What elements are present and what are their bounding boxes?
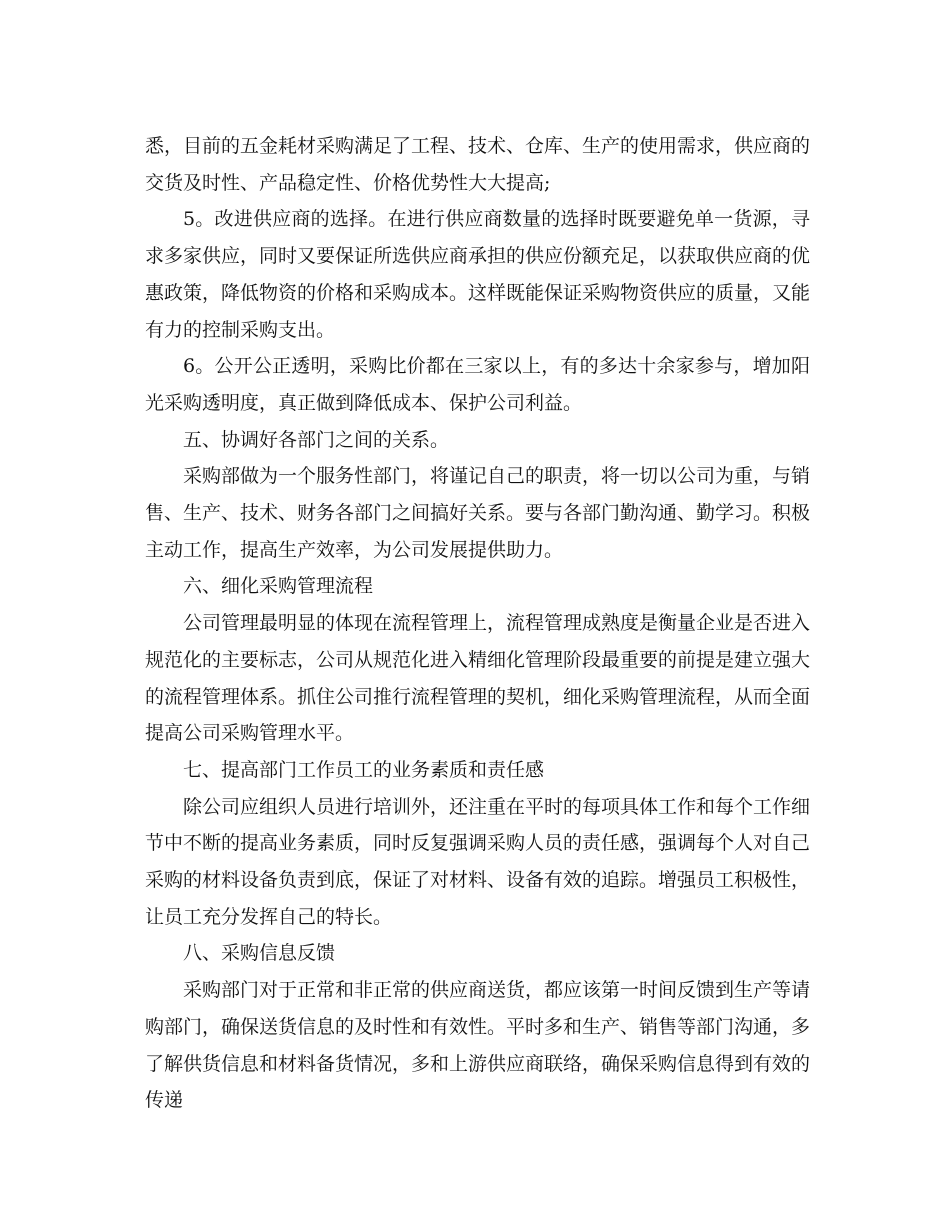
paragraph-supplier-selection: 5。改进供应商的选择。在进行供应商数量的选择时既要避免单一货源，寻求多家供应，同时又要保证所选供应商承担的供应份额充足，以获取供应商的优惠政策，降低物资的价格和采购成本。这样既能保证采购物资供应的质量，又能有力的控制采购支出。: [145, 208, 811, 341]
paragraph-continuation: 悉，目前的五金耗材采购满足了工程、技术、仓库、生产的使用需求，供应商的交货及时性、产品稳定性、价格优势性大大提高;: [145, 135, 811, 194]
section-heading-staff-quality: 七、提高部门工作员工的业务素质和责任感: [183, 758, 545, 781]
paragraph-transparency: 6。公开公正透明，采购比价都在三家以上，有的多达十余家参与，增加阳光采购透明度，真正做到降低成本、保护公司利益。: [145, 355, 810, 414]
section-heading-coordination: 五、协调好各部门之间的关系。: [183, 428, 450, 451]
paragraph-coordination: 采购部做为一个服务性部门，将谨记自己的职责，将一切以公司为重，与销售、生产、技术、财务各部门之间搞好关系。要与各部门勤沟通、勤学习。积极主动工作，提高生产效率，为公司发展提供助力。: [145, 465, 811, 561]
document-body: [145, 128, 810, 1119]
section-heading-process: 六、细化采购管理流程: [183, 575, 374, 598]
section-heading-feedback: 八、采购信息反馈: [183, 942, 336, 965]
paragraph-process: 公司管理最明显的体现在流程管理上，流程管理成熟度是衡量企业是否进入规范化的主要标志，公司从规范化进入精细化管理阶段最重要的前提是建立强大的流程管理体系。抓住公司推行流程管理的契机，细化采购管理流程，从而全面提高公司采购管理水平。: [145, 612, 811, 745]
paragraph-feedback: 采购部门对于正常和非正常的供应商送货，都应该第一时间反馈到生产等请购部门，确保送货信息的及时性和有效性。平时多和生产、销售等部门沟通，多了解供货信息和材料备货情况，多和上游供应商联络，确保采购信息得到有效的传递: [145, 979, 811, 1112]
paragraph-staff-quality: 除公司应组织人员进行培训外，还注重在平时的每项具体工作和每个工作细节中不断的提高业务素质，同时反复强调采购人员的责任感，强调每个人对自己采购的材料设备负责到底，保证了对材料、设备有效的追踪。增强员工积极性，让员工充分发挥自己的特长。: [145, 795, 811, 928]
